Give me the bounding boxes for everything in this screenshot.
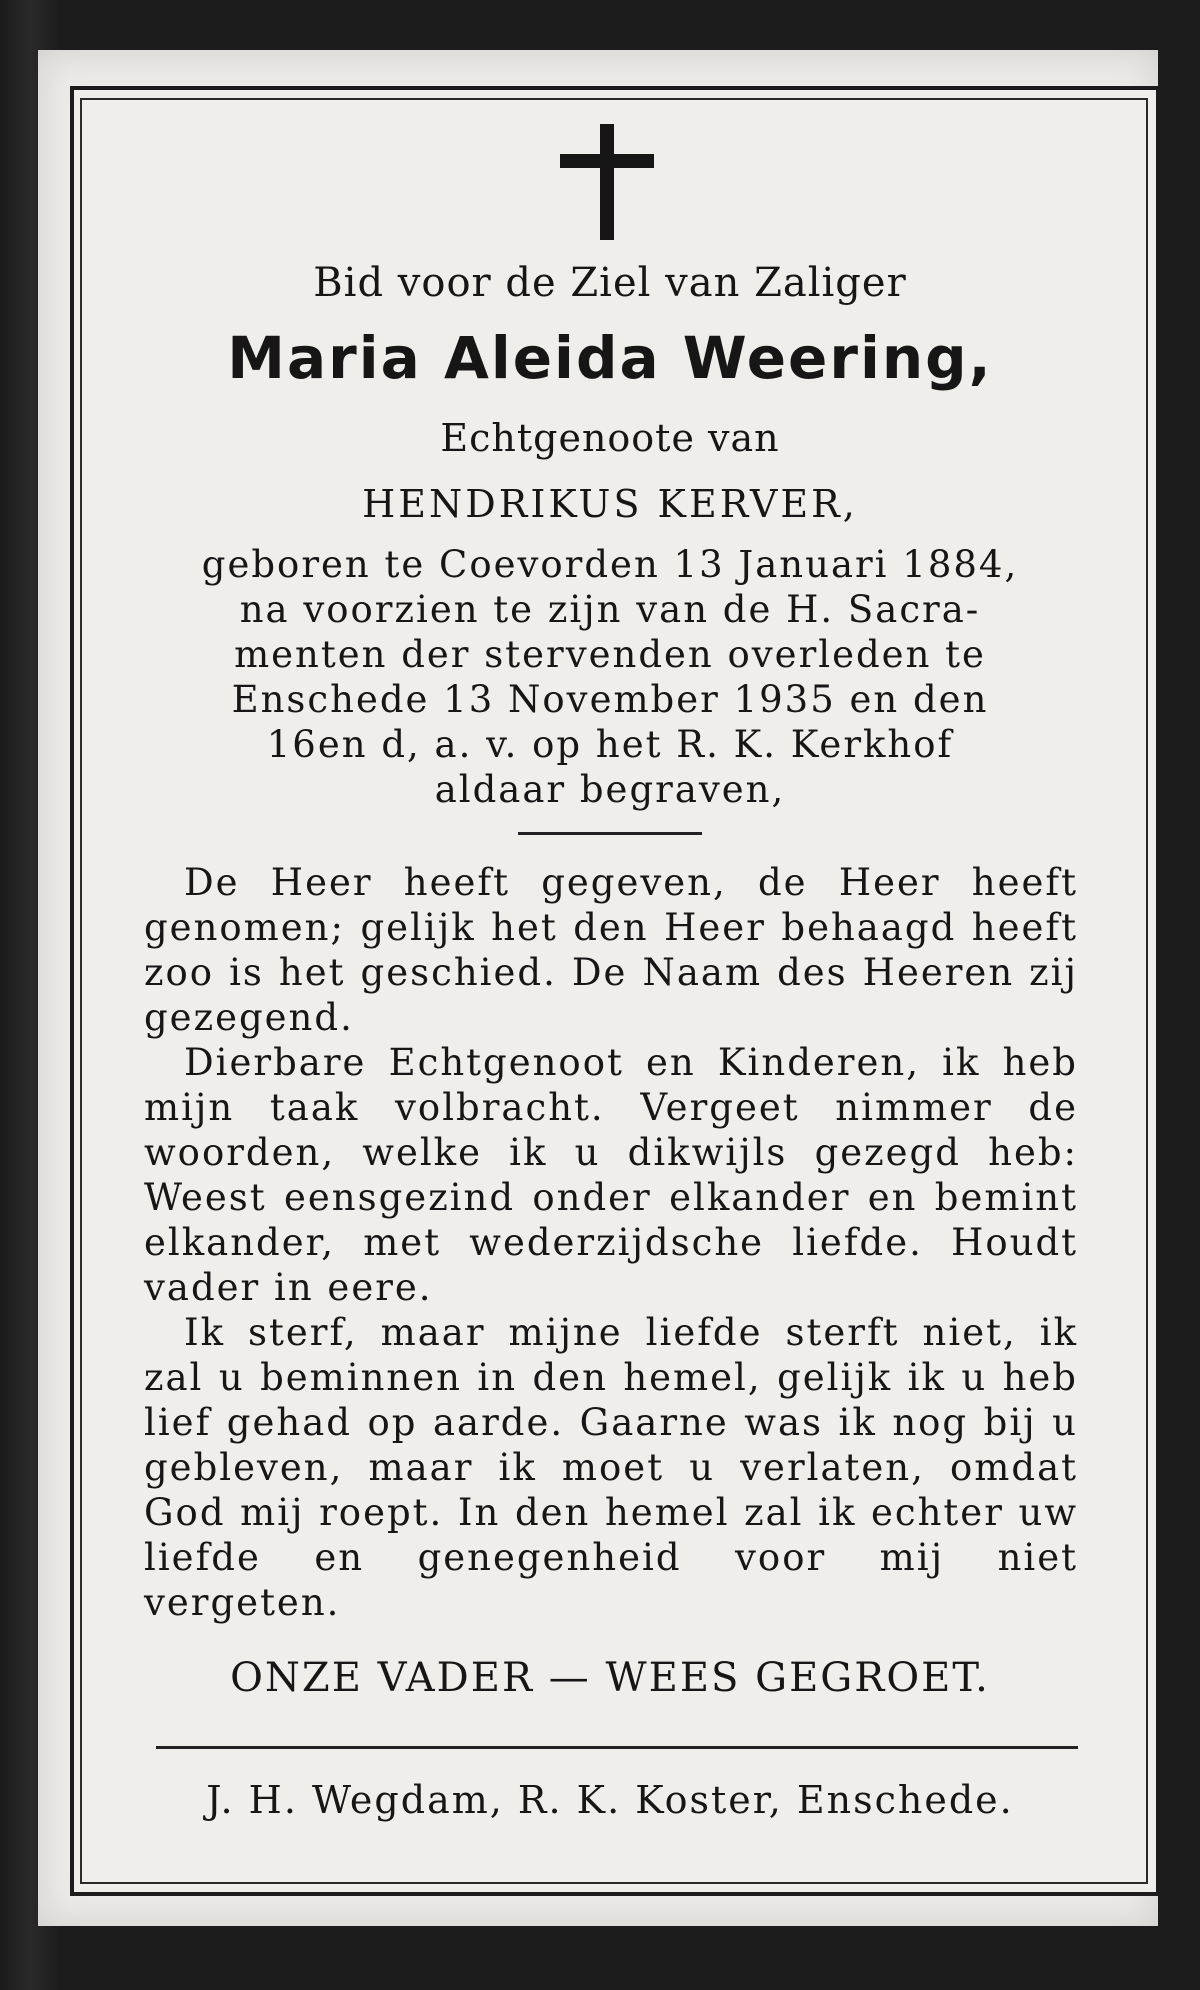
- long-divider: [156, 1746, 1078, 1749]
- bio-line: menten der stervenden overleden te: [234, 633, 986, 676]
- bio-line: 16en d, a. v. op het R. K. Kerkhof: [266, 723, 954, 766]
- short-divider: [518, 832, 702, 835]
- bio-line: aldaar begraven,: [434, 768, 786, 811]
- verse-paragraph: Ik sterf, maar mijne liefde sterft niet, ik zal u beminnen in den hemel, gelijk ik u heb lief gehad op aarde. Gaarne was ik nog bij u gebleven, maar ik moet u verlaten, omdat God mij roept. In den hemel zal ik echter uw liefde en genegenheid voor mij niet vergeten.: [144, 1311, 1078, 1624]
- deceased-name: Maria Aleida Weering,: [227, 324, 993, 392]
- spouse-name: HENDRIKUS KERVER,: [362, 482, 858, 526]
- spouse-label: Echtgenoote van: [440, 416, 780, 460]
- bio-line: na voorzien te zijn van de H. Sacra-: [239, 588, 981, 631]
- verse-paragraph: Dierbare Echtgenoot en Kinderen, ik heb mijn taak volbracht. Vergeet nimmer de woorden, welke ik u dikwijls gezegd heb: Weest eensgezind onder elkander en bemint elkander, met wederzijdsche liefde. Houdt vader in eere.: [144, 1041, 1078, 1309]
- farewell-text: [144, 860, 1078, 1625]
- bio-line: Enschede 13 November 1935 en den: [231, 678, 989, 721]
- verse-paragraph: De Heer heeft gegeven, de Heer heeft genomen; gelijk het den Heer behaagd heeft zoo is het geschied. De Naam des Heeren zij gezegend.: [144, 861, 1078, 1039]
- prayers-line: ONZE VADER — WEES GEGROET.: [230, 1655, 990, 1701]
- biography: [140, 542, 1080, 812]
- printer-credit: J. H. Wegdam, R. K. Koster, Enschede.: [206, 1778, 1014, 1822]
- prayer-intro: Bid voor de Ziel van Zaliger: [313, 260, 907, 306]
- bio-line: geboren te Coevorden 13 Januari 1884,: [201, 543, 1019, 586]
- cross-icon: [560, 124, 656, 240]
